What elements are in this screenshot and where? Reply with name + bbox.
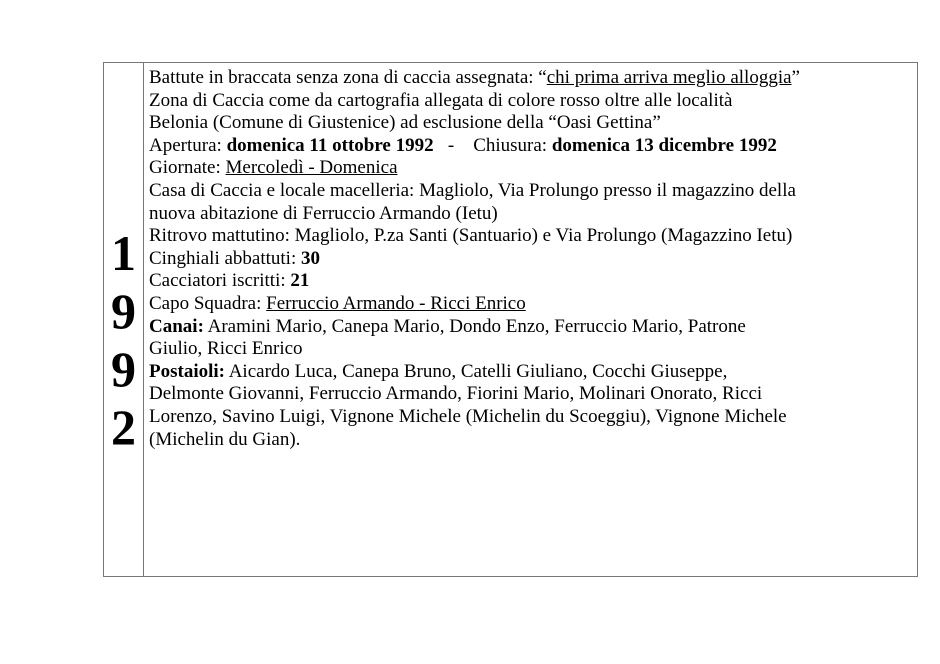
giornate-value: Mercoledì - Domenica bbox=[225, 157, 398, 179]
canai-line-1 bbox=[149, 316, 917, 339]
year-digit: 2 bbox=[111, 398, 136, 455]
postaioli-line-4: (Michelin du Gian). bbox=[149, 428, 301, 450]
giornate-line bbox=[149, 157, 917, 180]
year-digit: 1 bbox=[111, 224, 136, 281]
capo-value: Ferruccio Armando - Ricci Enrico bbox=[266, 292, 526, 314]
year-digit: 9 bbox=[111, 340, 136, 397]
canai-label: Canai: bbox=[149, 315, 204, 337]
postaioli-line-2: Delmonte Giovanni, Ferruccio Armando, Fiorini Mario, Molinari Onorato, Ricci bbox=[149, 383, 763, 405]
casa-line-2: nuova abitazione di Ferruccio Armando (Ietu) bbox=[149, 202, 498, 224]
cacciatori-value: 21 bbox=[290, 270, 310, 292]
apertura-date: domenica 11 ottobre 1992 bbox=[226, 134, 434, 156]
chiusura-date: domenica 13 dicembre 1992 bbox=[551, 134, 777, 156]
season-details bbox=[144, 63, 917, 576]
battute-quote-close: ” bbox=[791, 67, 800, 88]
year-column bbox=[104, 63, 144, 576]
battute-motto: chi prima arriva meglio alloggia bbox=[546, 67, 792, 88]
capo-label: Capo Squadra: bbox=[149, 292, 267, 314]
battute-line bbox=[149, 67, 917, 90]
chiusura-label: - Chiusura: bbox=[433, 134, 552, 156]
cinghiali-label: Cinghiali abbattuti: bbox=[149, 247, 301, 269]
cinghiali-value: 30 bbox=[300, 247, 320, 269]
postaioli-line-1 bbox=[149, 361, 917, 384]
postaioli-names: Aicardo Luca, Canepa Bruno, Catelli Giuliano, Cocchi Giuseppe, bbox=[225, 360, 728, 382]
canai-line-2: Giulio, Ricci Enrico bbox=[149, 338, 303, 360]
apertura-label: Apertura: bbox=[149, 134, 227, 156]
zona-line-1: Zona di Caccia come da cartografia allegata di colore rosso oltre alle località bbox=[149, 89, 733, 111]
cacciatori-label: Cacciatori iscritti: bbox=[149, 270, 291, 292]
postaioli-line-3: Lorenzo, Savino Luigi, Vignone Michele (Michelin du Scoeggiu), Vignone Michele bbox=[149, 405, 787, 427]
zona-line-2: Belonia (Comune di Giustenice) ad esclusione della “Oasi Gettina” bbox=[149, 112, 661, 134]
apertura-line bbox=[149, 135, 917, 158]
season-record-table bbox=[103, 62, 918, 577]
year-digit: 9 bbox=[111, 282, 136, 339]
cacciatori-line bbox=[149, 270, 917, 293]
giornate-label: Giornate: bbox=[149, 157, 226, 179]
capo-line bbox=[149, 293, 917, 316]
casa-line-1: Casa di Caccia e locale macelleria: Magliolo, Via Prolungo presso il magazzino della bbox=[149, 179, 796, 201]
battute-text: Battute in braccata senza zona di caccia assegnata: “ bbox=[149, 67, 547, 88]
postaioli-label: Postaioli: bbox=[149, 360, 225, 382]
canai-names: Aramini Mario, Canepa Mario, Dondo Enzo, Ferruccio Mario, Patrone bbox=[203, 315, 746, 337]
ritrovo-line: Ritrovo mattutino: Magliolo, P.za Santi (Santuario) e Via Prolungo (Magazzino Ietu) bbox=[149, 225, 793, 247]
cinghiali-line bbox=[149, 248, 917, 271]
